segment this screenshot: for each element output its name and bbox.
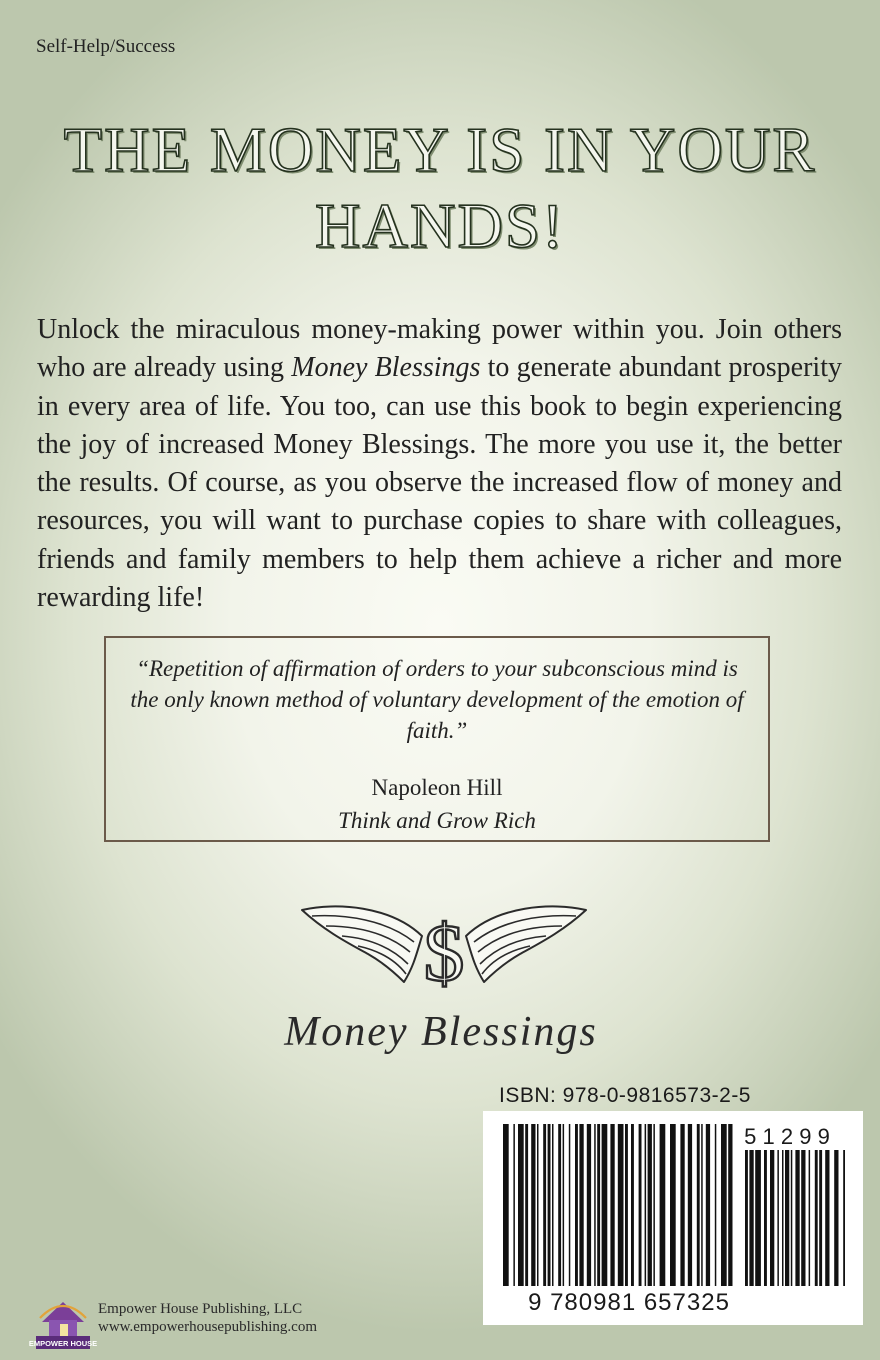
publisher-name: Empower House Publishing, LLC — [98, 1301, 303, 1317]
barcode-main-bars — [503, 1124, 733, 1286]
quote-author: Napoleon Hill — [371, 775, 503, 800]
book-description — [37, 311, 842, 617]
publisher-logo-text: EMPOWER HOUSE — [28, 1339, 98, 1348]
category-label: Self-Help/Success — [36, 36, 176, 57]
description-part-1: Unlock the miraculous money-making power within you. Join others who are already using — [37, 314, 842, 384]
quote-text: “Repetition of affirmation of orders to your subconscious mind is the only known method of voluntary development of the emotion of faith.” — [130, 656, 744, 743]
logo-wordmark: Money Blessings — [284, 1009, 598, 1055]
dollar-sign: $ — [423, 907, 465, 998]
price-code: 5 1 2 9 9 — [744, 1124, 830, 1149]
isbn-label: ISBN: 978-0-9816573-2-5 — [499, 1084, 751, 1107]
house-icon — [28, 1292, 98, 1350]
barcode-price-bars — [745, 1150, 845, 1286]
winged-dollar-icon — [296, 896, 592, 1006]
description-part-2: to generate abundant prosperity in every area of life. You too, can use this book to begin experiencing the joy of increased Money Blessings. The more you use it, the better the results. Of course, as you observe the increased flow of money and resources, you will want to purchase copies to share with colleagues, friends and family members to help them achieve a richer and more rewarding life! — [37, 352, 842, 614]
headline: THE MONEY IS IN YOUR HANDS! — [63, 115, 817, 261]
quote-source: Think and Grow Rich — [338, 808, 536, 833]
book-title-inline: Money Blessings — [291, 352, 481, 384]
publisher-url: www.empowerhousepublishing.com — [98, 1319, 317, 1335]
barcode-digits: 9 780981 657325 — [528, 1289, 730, 1316]
quote-box — [104, 636, 770, 842]
isbn-barcode — [489, 1120, 859, 1314]
